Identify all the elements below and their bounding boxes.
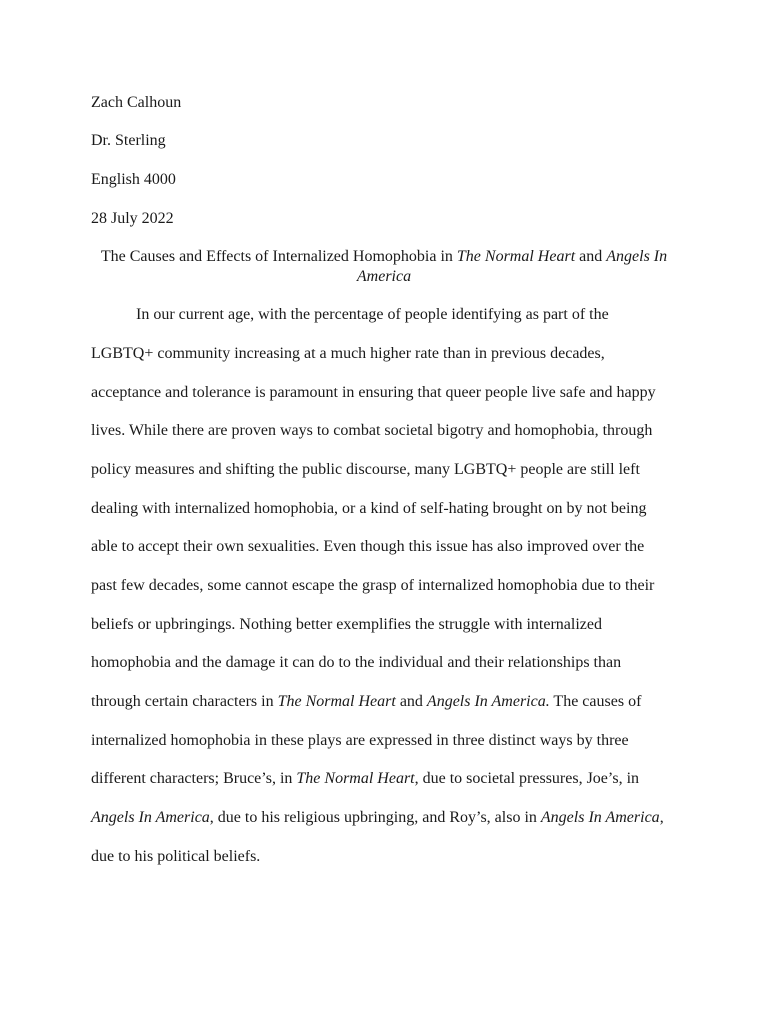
body-line-10: homophobia and the damage it can do to the individual and their relationships than (91, 654, 622, 671)
body-line-11-part-a: through certain characters in (91, 693, 278, 710)
body-line-8: past few decades, some cannot escape the grasp of internalized homophobia due to their (91, 577, 655, 594)
title-prefix: The Causes and Effects of Internalized Homophobia in (100, 248, 457, 265)
body-line-4: lives. While there are proven ways to combat societal bigotry and homophobia, through (91, 422, 653, 439)
body-line-14-part-d: , (659, 809, 664, 826)
title-conjunction: and (575, 248, 607, 265)
body-line-11-part-c: and (395, 693, 427, 710)
course-name: English 4000 (91, 171, 176, 188)
instructor-name: Dr. Sterling (91, 132, 166, 149)
body-line-11-part-e: The causes of (549, 693, 642, 710)
author-name: Zach Calhoun (91, 94, 182, 111)
title-work-2-part-1: Angels In (606, 248, 668, 265)
body-line-13-work: The Normal Heart (296, 770, 415, 787)
body-line-9: beliefs or upbringings. Nothing better exemplifies the struggle with internalized (91, 616, 602, 633)
essay-title (91, 247, 677, 287)
body-line-11 (91, 692, 641, 712)
body-line-14-work-1: Angels In America (91, 809, 210, 826)
body-line-12: internalized homophobia in these plays are expressed in three distinct ways by three (91, 732, 629, 749)
date-line: 28 July 2022 (91, 210, 174, 227)
title-work-1: The Normal Heart (456, 248, 576, 265)
body-line-14-part-b: , due to his religious upbringing, and Roy’s, also in (209, 809, 541, 826)
body-line-14-work-2: Angels In America (540, 809, 660, 826)
body-line-13-part-c: , due to societal pressures, Joe’s, in (414, 770, 640, 787)
body-line-1: In our current age, with the percentage of people identifying as part of the (136, 306, 609, 323)
body-line-15: due to his political beliefs. (91, 848, 261, 865)
title-work-2-part-2: America (356, 268, 412, 285)
body-line-2: LGBTQ+ community increasing at a much higher rate than in previous decades, (91, 345, 605, 362)
body-line-11-work-2: Angels In America. (426, 693, 550, 710)
body-line-13 (91, 769, 639, 789)
body-line-5: policy measures and shifting the public discourse, many LGBTQ+ people are still left (91, 461, 640, 478)
body-line-11-work-1: The Normal Heart (277, 693, 396, 710)
body-line-14 (91, 808, 664, 828)
body-line-7: able to accept their own sexualities. Even though this issue has also improved over the (91, 538, 645, 555)
body-line-6: dealing with internalized homophobia, or a kind of self-hating brought on by not being (91, 500, 647, 517)
body-line-3: acceptance and tolerance is paramount in ensuring that queer people live safe and happy (91, 384, 656, 401)
body-line-13-part-a: different characters; Bruce’s, in (91, 770, 297, 787)
